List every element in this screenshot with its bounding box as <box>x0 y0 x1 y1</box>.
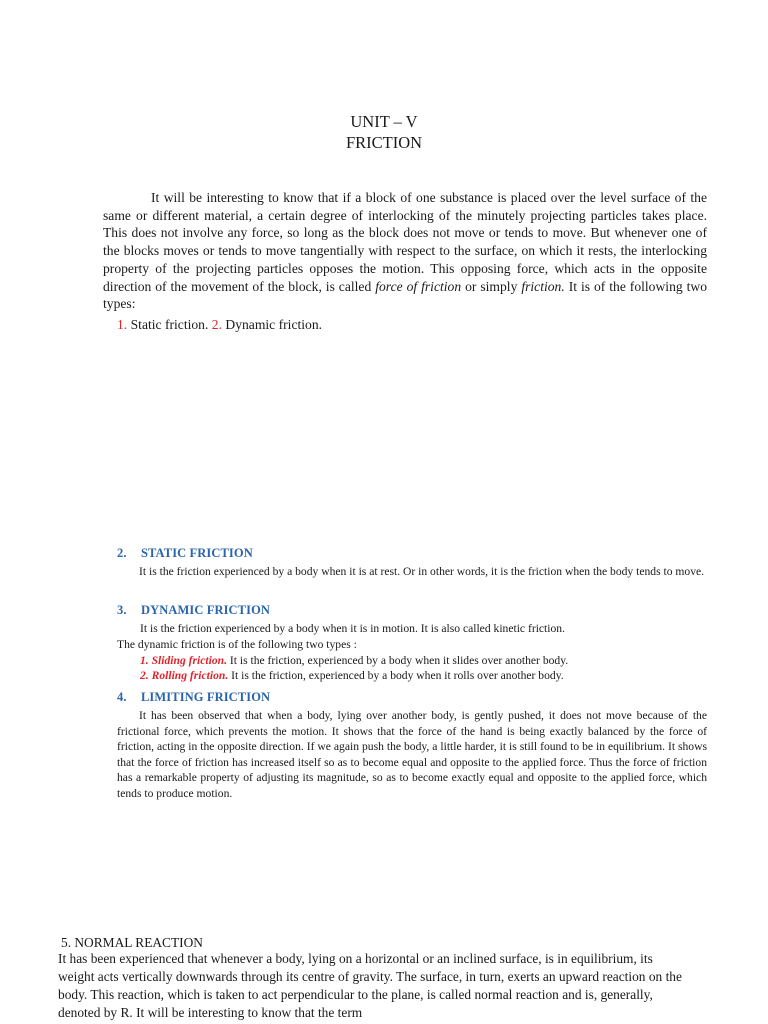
page-title: FRICTION <box>345 133 423 152</box>
sliding-friction-label: 1. Sliding friction. <box>140 654 227 667</box>
sliding-friction-item <box>140 653 568 669</box>
intro-text: It will be interesting to know that if a block of one substance is placed over the level surface of the same or different material, a certain degree of interlocking of the minutely projecting particles takes place. This does not involve any force, so long as the block does not move or tends to move. But whenever one of the blocks moves or tends to move tangentially with respect to the surface, on which it rests, the interlocking property of the projecting particles opposes the motion. This opposing force, which acts in the opposite direction of the movement of the block, is called <box>103 190 707 294</box>
intro-text-end: It is of the following two types: <box>103 278 708 312</box>
paragraph-text: It has been observed that when a body, lying over another body, is gently pushed, it does not move because of the frictional force, which prevents the motion. It shows that the force of the hand is being exactly balanced by the force of friction, acting in the opposite direction. If we again push the body, a little harder, it is still found to be in equilibrium. It shows that the force of friction has increased itself so as to become equal and opposite to the applied force. Thus the force of friction has a remarkable property of adjusting its magnitude, so as to become exactly equal and opposite to the applied force, which tends to produce motion. <box>117 709 707 800</box>
intro-term-force-of-friction: force of friction <box>375 278 462 294</box>
normal-reaction-paragraph: It has been experienced that whenever a body, lying on a horizontal or an inclined surface, is in equilibrium, its weight acts vertically downwards through its centre of gravity. The surface, in turn, exerts an upward reaction on the body. This reaction, which is taken to act perpendicular to the plane, is called normal reaction and is, generally, denoted by R. It will be interesting to know that the term <box>58 951 682 1020</box>
section-number: 4. <box>117 690 127 704</box>
type-number: 2. <box>211 317 222 332</box>
section-heading-limiting-friction <box>117 689 270 705</box>
friction-types-list <box>117 316 322 334</box>
type-number: 1. <box>117 317 128 332</box>
unit-label: UNIT – V <box>350 112 418 131</box>
intro-text-mid: or simply <box>461 278 522 294</box>
type-label: Static friction. <box>127 317 212 332</box>
dynamic-friction-paragraph: It is the friction experienced by a body when it is in motion. It is also called kinetic friction. <box>140 622 565 635</box>
section-title: DYNAMIC FRICTION <box>141 603 271 617</box>
rolling-friction-text: It is the friction, experienced by a body when it rolls over another body. <box>228 669 564 682</box>
sliding-friction-text: It is the friction, experienced by a body when it slides over another body. <box>226 654 569 667</box>
limiting-friction-paragraph <box>117 708 707 802</box>
static-friction-paragraph <box>117 564 707 580</box>
intro-paragraph <box>103 189 707 313</box>
section-heading-normal-reaction: 5. NORMAL REACTION <box>61 935 203 950</box>
section-heading-static-friction <box>117 545 253 561</box>
rolling-friction-item <box>140 668 564 684</box>
dynamic-types-intro: The dynamic friction is of the following two types : <box>117 638 357 651</box>
section-title: STATIC FRICTION <box>141 546 253 560</box>
section-title: LIMITING FRICTION <box>141 690 271 704</box>
section-number: 2. <box>117 546 127 560</box>
paragraph-text: It is the friction experienced by a body when it is at rest. Or in other words, it is the friction when the body tends to move. <box>139 565 705 578</box>
section-heading-dynamic-friction <box>117 602 270 618</box>
section-number: 3. <box>117 603 127 617</box>
type-label: Dynamic friction. <box>221 317 323 332</box>
intro-term-friction: friction. <box>521 278 565 294</box>
rolling-friction-label: 2. Rolling friction. <box>140 669 229 682</box>
